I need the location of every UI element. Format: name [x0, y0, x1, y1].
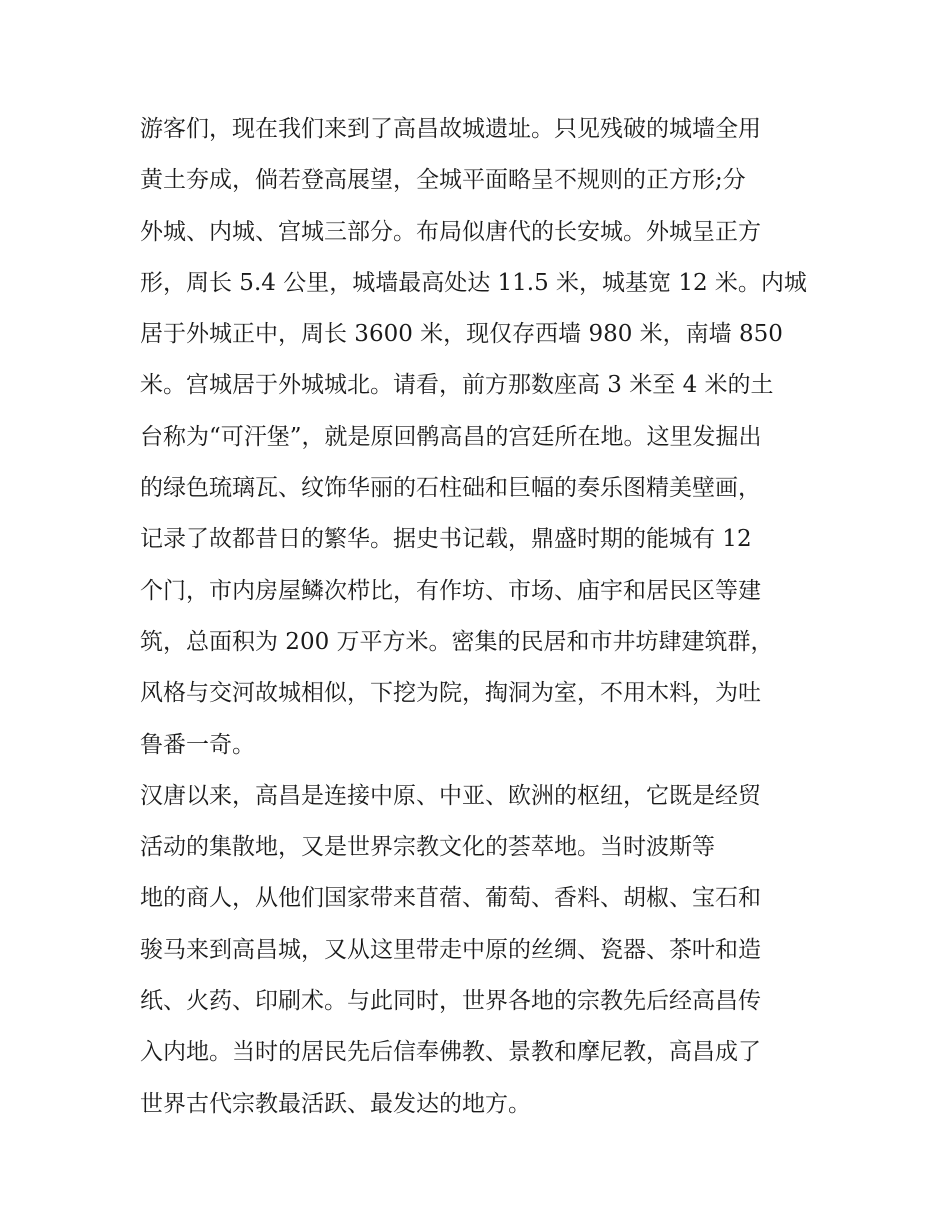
text-line: 骏马来到高昌城，又从这里带走中原的丝绸、瓷器、茶叶和造 [140, 936, 761, 963]
text-line: 台称为“可汗堡”，就是原回鹘高昌的宫廷所在地。这里发掘出 [140, 423, 762, 450]
text-line: 地的商人，从他们国家带来苜蓿、葡萄、香料、胡椒、宝石和 [140, 885, 761, 912]
text-line: 入内地。当时的居民先后信奉佛教、景教和摩尼教，高昌成了 [140, 1039, 761, 1066]
text-line: 黄土夯成，倘若登高展望，全城平面略呈不规则的正方形;分 [140, 167, 746, 194]
text-line: 汉唐以来，高昌是连接中原、中亚、欧洲的枢纽，它既是经贸 [140, 782, 761, 809]
text-line: 游客们，现在我们来到了高昌故城遗址。只见残破的城墙全用 [140, 116, 761, 142]
text-line: 筑，总面积为 200 万平方米。密集的民居和市井坊肆建筑群， [140, 628, 774, 655]
text-line: 形，周长 5.4 公里，城墙最高处达 11.5 米，城基宽 12 米。内城 [140, 269, 807, 296]
text-line: 纸、火药、印刷术。与此同时，世界各地的宗教先后经高昌传 [140, 988, 761, 1015]
text-line: 记录了故都昔日的繁华。据史书记载，鼎盛时期的能城有 12 [140, 526, 752, 553]
text-line: 的绿色琉璃瓦、纹饰华丽的石柱础和巨幅的奏乐图精美壁画， [140, 475, 761, 502]
paragraph-silk-road-hub [140, 771, 830, 1130]
text-line: 个门，市内房屋鳞次栉比，有作坊、市场、庙宇和居民区等建 [140, 577, 761, 604]
text-line: 世界古代宗教最活跃、最发达的地方。 [140, 1090, 531, 1117]
text-line: 居于外城正中，周长 3600 米，现仅存西墙 980 米，南墙 850 [140, 321, 783, 348]
text-line: 风格与交河故城相似，下挖为院，掏洞为室，不用木料，为吐 [140, 680, 761, 707]
text-line: 鲁番一奇。 [140, 731, 255, 758]
document-body [140, 104, 830, 1130]
text-line: 米。宫城居于外城城北。请看，前方那数座高 3 米至 4 米的土 [140, 372, 774, 399]
text-line: 外城、内城、宫城三部分。布局似唐代的长安城。外城呈正方 [140, 218, 761, 245]
paragraph-gaochang-ruins [140, 104, 830, 771]
text-line: 活动的集散地，又是世界宗教文化的荟萃地。当时波斯等 [140, 834, 715, 861]
